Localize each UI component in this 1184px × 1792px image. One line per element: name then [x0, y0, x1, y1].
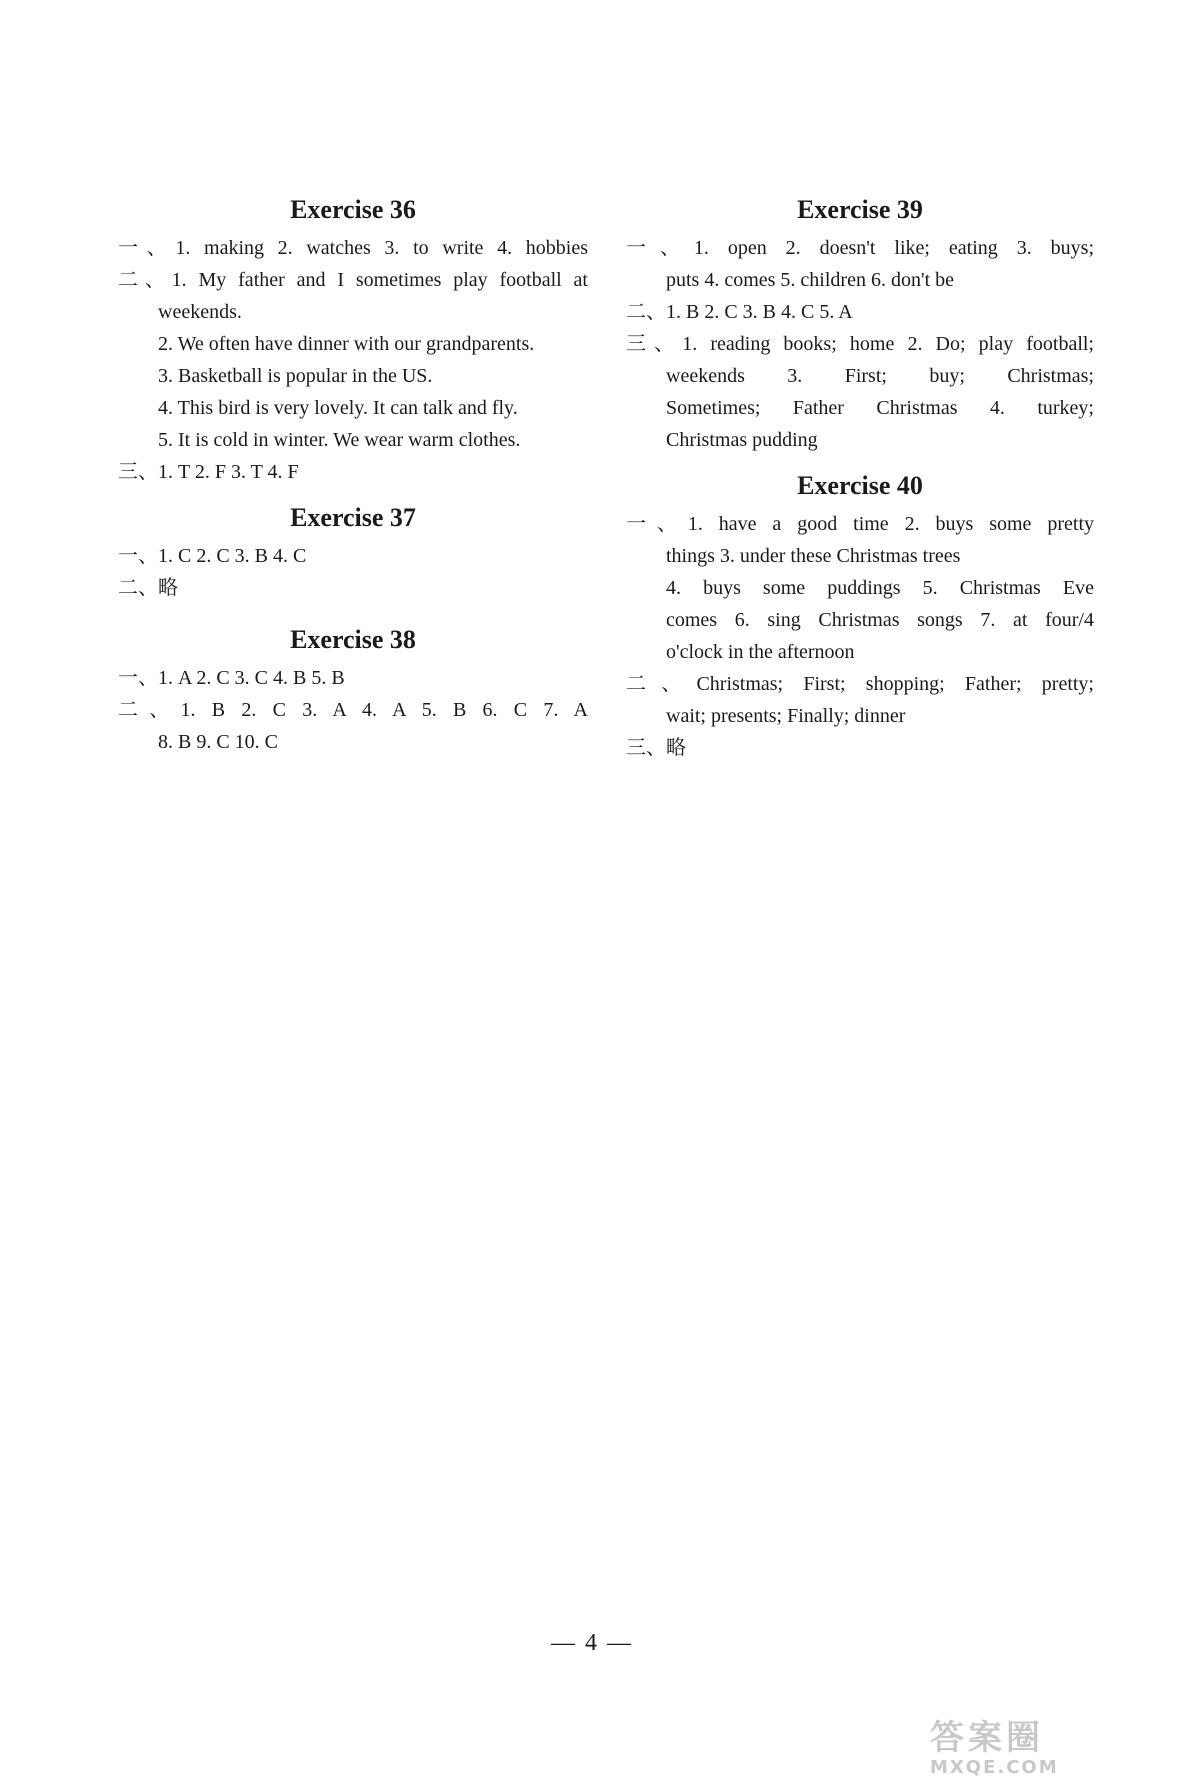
answer-line: things 3. under these Christmas trees [666, 545, 961, 567]
answer-line: 三、略 [626, 737, 686, 759]
exercise-37-title: Exercise 37 [290, 503, 416, 532]
answer-line: comes 6. sing Christmas songs 7. at four/4 [666, 609, 1094, 631]
answer-line: Sometimes; Father Christmas 4. turkey; [666, 397, 1094, 419]
answer-line: o'clock in the afternoon [666, 641, 855, 663]
answer-line: 4. This bird is very lovely. It can talk and fly. [158, 397, 518, 419]
watermark-logo [930, 1718, 1170, 1782]
answer-line: 二、Christmas; First; shopping; Father; pretty; [626, 673, 1094, 695]
answer-line: Christmas pudding [666, 429, 818, 451]
answer-line: 三、1. T 2. F 3. T 4. F [118, 461, 299, 483]
answer-line: 一、1. C 2. C 3. B 4. C [118, 545, 307, 567]
page-number: — 4 — [551, 1630, 633, 1656]
answer-line: 5. It is cold in winter. We wear warm clothes. [158, 429, 521, 451]
answer-line: 一、1. open 2. doesn't like; eating 3. buys; [626, 237, 1094, 259]
answer-line: 一、1. making 2. watches 3. to write 4. hobbies [118, 237, 588, 259]
exercise-39-title: Exercise 39 [797, 195, 923, 224]
answer-line: 2. We often have dinner with our grandparents. [158, 333, 535, 355]
answer-line: 二、1. B 2. C 3. A 4. A 5. B 6. C 7. A [118, 699, 588, 721]
answer-line: 二、1. My father and I sometimes play football at [118, 269, 588, 291]
answer-line: 三、1. reading books; home 2. Do; play football; [626, 333, 1094, 355]
exercise-38-title: Exercise 38 [290, 625, 416, 654]
answer-line: puts 4. comes 5. children 6. don't be [666, 269, 954, 291]
left-column [118, 192, 588, 758]
answer-line: 一、1. have a good time 2. buys some pretty [626, 513, 1094, 535]
exercise-40-title: Exercise 40 [797, 471, 923, 500]
answer-line: 8. B 9. C 10. C [158, 731, 279, 753]
answer-line: 一、1. A 2. C 3. C 4. B 5. B [118, 667, 345, 689]
answer-line: 二、略 [118, 577, 178, 599]
right-column [626, 192, 1094, 764]
answer-line: 二、1. B 2. C 3. B 4. C 5. A [626, 301, 853, 323]
answer-line: 4. buys some puddings 5. Christmas Eve [666, 577, 1094, 599]
answer-line: weekends 3. First; buy; Christmas; [666, 365, 1094, 387]
watermark-cn: 答案圈 [930, 1718, 1044, 1758]
answer-line: weekends. [158, 301, 242, 323]
exercise-36-title: Exercise 36 [290, 195, 416, 224]
watermark-en: MXQE.COM [930, 1757, 1059, 1778]
answer-line: 3. Basketball is popular in the US. [158, 365, 433, 387]
answer-line: wait; presents; Finally; dinner [666, 705, 906, 727]
